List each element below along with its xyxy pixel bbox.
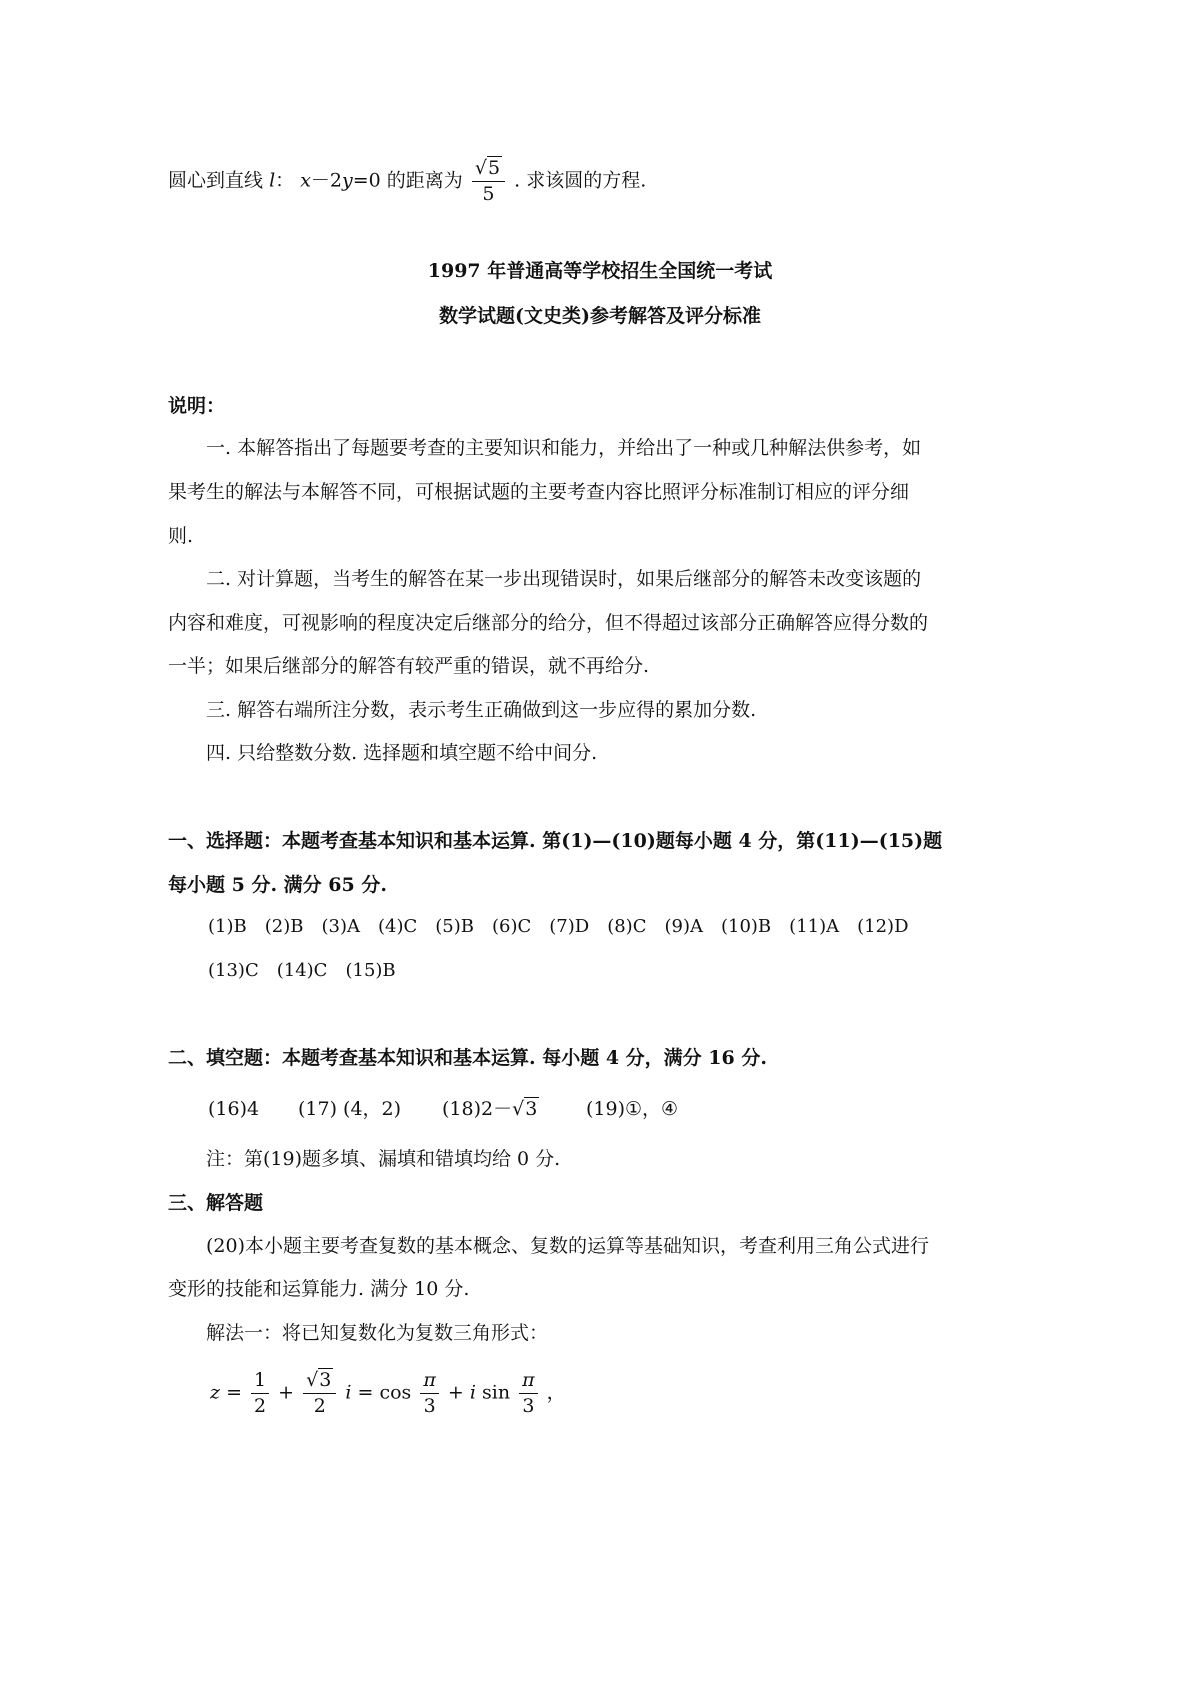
choice-answer: (13)C	[208, 960, 259, 981]
fill-answer-16: (16)4	[208, 1098, 260, 1120]
note-1-line-1: 一. 本解答指出了每题要考查的主要知识和能力，并给出了一种或几种解法供参考，如	[206, 437, 922, 459]
section1-heading-line-1: 一、选择题：本题考查基本知识和基本运算. 第(1)—(10)题每小题 4 分，第(11)—(15)题	[168, 830, 943, 852]
choice-answer: (8)C	[607, 916, 647, 937]
answers-row-1	[208, 916, 927, 938]
distance-fraction: $\frac{√5}{5}$	[472, 158, 505, 205]
choice-answer: (2)B	[264, 916, 304, 937]
method-1: 解法一：将已知复数化为复数三角形式：	[206, 1322, 549, 1344]
section2-heading: 二、填空题：本题考查基本知识和基本运算. 每小题 4 分，满分 16 分.	[168, 1047, 767, 1069]
choice-answer: (14)C	[276, 960, 328, 981]
note-3: 三. 解答右端所注分数，表示考生正确做到这一步应得的累加分数.	[206, 699, 757, 721]
section2-note: 注：第(19)题多填、漏填和错填均给 0 分.	[206, 1148, 561, 1170]
note-2-line-2: 内容和难度，可视影响的程度决定后继部分的给分，但不得超过该部分正确解答应得分数的	[168, 612, 929, 634]
choice-answer: (7)D	[549, 916, 590, 937]
section3-heading: 三、解答题	[168, 1192, 264, 1214]
title-line-2: 数学试题(文史类)参考解答及评分标准	[439, 305, 761, 327]
note-2-line-1: 二. 对计算题，当考生的解答在某一步出现错误时，如果后继部分的解答未改变该题的	[206, 568, 922, 590]
q20-line-2: 变形的技能和运算能力. 满分 10 分.	[168, 1278, 470, 1300]
note-1-line-2: 果考生的解法与本解答不同，可根据试题的主要考查内容比照评分标准制订相应的评分细	[168, 481, 910, 503]
choice-answer: (4)C	[377, 916, 418, 937]
fill-answer-19: (19)①，④	[586, 1098, 679, 1120]
choice-answer: (6)C	[491, 916, 532, 937]
answers-row-2	[208, 960, 414, 982]
fraction-pi-over-3-b: $\frac{\pi}{3}$	[519, 1370, 538, 1417]
fill-answer-17: (17) (4，2)	[298, 1098, 402, 1120]
choice-answer: (1)B	[208, 916, 247, 937]
carry-over-line: 圆心到直线 l： x－2y=0 的距离为 $\frac{√5}{5}$ . 求该圆的方程.	[168, 157, 647, 205]
choice-answer: (10)B	[720, 916, 772, 937]
q20-line-1: (20)本小题主要考查复数的基本概念、复数的运算等基础知识，考查利用三角公式进行	[206, 1235, 930, 1257]
title-line-1: 1997 年普通高等学校招生全国统一考试	[427, 260, 773, 282]
note-1-line-3: 则.	[168, 525, 194, 547]
choice-answer: (11)A	[789, 916, 840, 937]
fraction-one-half: $\frac{1}{2}$	[251, 1370, 269, 1417]
choice-answer: (12)D	[857, 916, 909, 937]
choice-answer: (5)B	[435, 916, 474, 937]
fill-answer-18: (18)2－√3	[442, 1098, 538, 1120]
fraction-pi-over-3-a: $\frac{\pi}{3}$	[420, 1370, 439, 1417]
section1-heading-line-2: 每小题 5 分. 满分 65 分.	[168, 874, 387, 896]
formula-z: z = $\frac{1}{2}$ + $\frac{√3}{2}$ i = cos $\frac{\pi}{3}$ + i sin $\frac{\pi}{3}$ ，	[210, 1369, 566, 1417]
note-2-line-3: 一半；如果后继部分的解答有较严重的错误，就不再给分.	[168, 655, 650, 677]
note-4: 四. 只给整数分数. 选择题和填空题不给中间分.	[206, 742, 598, 764]
choice-answer: (15)B	[345, 960, 396, 981]
notes-heading: 说明：	[168, 395, 226, 417]
fraction-root3-over-2: $\frac{√3}{2}$	[303, 1370, 336, 1417]
choice-answer: (9)A	[664, 916, 703, 937]
choice-answer: (3)A	[321, 916, 360, 937]
